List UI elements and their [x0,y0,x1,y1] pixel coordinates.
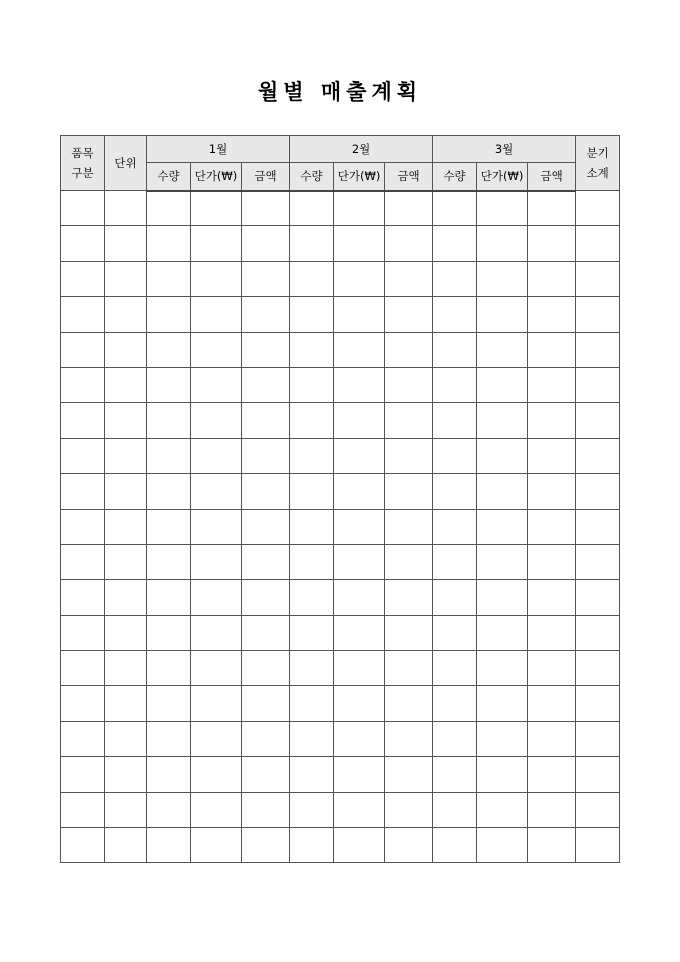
cell-m2-price[interactable] [334,686,385,721]
cell-m2-price[interactable] [334,297,385,332]
cell-m2-amount[interactable] [385,686,433,721]
cell-m2-qty[interactable] [290,438,334,473]
cell-m2-price[interactable] [334,261,385,296]
cell-m1-amount[interactable] [242,297,290,332]
cell-m1-price[interactable] [191,615,242,650]
cell-m1-amount[interactable] [242,721,290,756]
cell-m1-amount[interactable] [242,367,290,402]
cell-m3-price[interactable] [477,403,528,438]
month-1-header: 1월 [147,136,290,163]
cell-subtotal[interactable] [576,261,620,296]
sales-plan-table [60,135,620,863]
cell-item[interactable] [61,509,105,544]
cell-m3-price[interactable] [477,686,528,721]
cell-unit[interactable] [105,686,147,721]
cell-m3-amount[interactable] [528,403,576,438]
cell-m3-price[interactable] [477,828,528,863]
cell-m2-qty[interactable] [290,544,334,579]
cell-m2-qty[interactable] [290,261,334,296]
cell-m2-qty[interactable] [290,403,334,438]
table-row [61,474,620,509]
cell-m2-amount[interactable] [385,474,433,509]
table-row [61,297,620,332]
cell-m3-amount[interactable] [528,438,576,473]
cell-m2-amount[interactable] [385,580,433,615]
cell-m1-qty[interactable] [147,828,191,863]
cell-m3-price[interactable] [477,191,528,226]
cell-m1-amount[interactable] [242,792,290,827]
cell-unit[interactable] [105,367,147,402]
cell-m1-qty[interactable] [147,615,191,650]
cell-unit[interactable] [105,474,147,509]
cell-m2-amount[interactable] [385,792,433,827]
cell-m1-price[interactable] [191,544,242,579]
cell-m2-price[interactable] [334,757,385,792]
cell-subtotal[interactable] [576,367,620,402]
cell-m3-price[interactable] [477,615,528,650]
cell-m3-amount[interactable] [528,226,576,261]
cell-m2-qty[interactable] [290,615,334,650]
cell-m1-qty[interactable] [147,474,191,509]
cell-m1-amount[interactable] [242,403,290,438]
cell-unit[interactable] [105,191,147,226]
cell-m2-amount[interactable] [385,367,433,402]
cell-m2-qty[interactable] [290,191,334,226]
cell-m3-qty[interactable] [433,474,477,509]
cell-m1-qty[interactable] [147,580,191,615]
cell-m3-amount[interactable] [528,686,576,721]
cell-m3-qty[interactable] [433,580,477,615]
cell-m3-price[interactable] [477,261,528,296]
cell-m2-qty[interactable] [290,474,334,509]
month-2-header: 2월 [290,136,433,163]
cell-item[interactable] [61,297,105,332]
cell-m1-amount[interactable] [242,651,290,686]
subtotal-header-line2: 소계 [586,166,609,180]
cell-subtotal[interactable] [576,721,620,756]
cell-m3-price[interactable] [477,367,528,402]
header-row-months [61,136,620,163]
cell-unit[interactable] [105,261,147,296]
table-row [61,828,620,863]
cell-m1-amount[interactable] [242,226,290,261]
table-row [61,721,620,756]
quarter-subtotal-header [576,136,620,191]
cell-m2-amount[interactable] [385,191,433,226]
cell-unit[interactable] [105,438,147,473]
document-title: 월별 매출계획 [257,79,423,104]
cell-m1-qty[interactable] [147,261,191,296]
cell-unit[interactable] [105,721,147,756]
cell-m2-amount[interactable] [385,615,433,650]
cell-m3-amount[interactable] [528,332,576,367]
cell-unit[interactable] [105,757,147,792]
cell-m1-amount[interactable] [242,332,290,367]
cell-m3-qty[interactable] [433,792,477,827]
cell-m2-amount[interactable] [385,721,433,756]
cell-m3-price[interactable] [477,297,528,332]
cell-item[interactable] [61,544,105,579]
table-row [61,438,620,473]
cell-unit[interactable] [105,403,147,438]
cell-m3-price[interactable] [477,332,528,367]
cell-m1-qty[interactable] [147,403,191,438]
cell-m1-price[interactable] [191,297,242,332]
cell-m3-price[interactable] [477,544,528,579]
cell-m2-qty[interactable] [290,792,334,827]
cell-m2-qty[interactable] [290,828,334,863]
cell-m1-price[interactable] [191,226,242,261]
table-row [61,792,620,827]
cell-m3-qty[interactable] [433,367,477,402]
cell-m1-price[interactable] [191,828,242,863]
month-3-header: 3월 [433,136,576,163]
cell-m3-qty[interactable] [433,509,477,544]
cell-unit[interactable] [105,332,147,367]
cell-m1-qty[interactable] [147,792,191,827]
cell-m1-qty[interactable] [147,226,191,261]
cell-m2-price[interactable] [334,332,385,367]
cell-m1-amount[interactable] [242,261,290,296]
cell-unit[interactable] [105,297,147,332]
cell-subtotal[interactable] [576,651,620,686]
cell-m3-amount[interactable] [528,792,576,827]
cell-m3-amount[interactable] [528,615,576,650]
cell-m2-qty[interactable] [290,721,334,756]
cell-m3-amount[interactable] [528,651,576,686]
cell-m3-qty[interactable] [433,297,477,332]
cell-m3-amount[interactable] [528,721,576,756]
cell-m1-qty[interactable] [147,297,191,332]
cell-m3-price[interactable] [477,651,528,686]
cell-subtotal[interactable] [576,474,620,509]
cell-m2-price[interactable] [334,191,385,226]
cell-subtotal[interactable] [576,297,620,332]
m1-qty-header: 수량 [147,163,191,191]
cell-subtotal[interactable] [576,757,620,792]
cell-item[interactable] [61,615,105,650]
cell-m2-price[interactable] [334,615,385,650]
cell-m1-amount[interactable] [242,580,290,615]
cell-item[interactable] [61,686,105,721]
cell-m2-amount[interactable] [385,226,433,261]
cell-subtotal[interactable] [576,509,620,544]
cell-m3-amount[interactable] [528,544,576,579]
cell-m3-price[interactable] [477,438,528,473]
cell-m1-price[interactable] [191,367,242,402]
cell-m3-qty[interactable] [433,544,477,579]
cell-m3-amount[interactable] [528,474,576,509]
cell-m2-qty[interactable] [290,580,334,615]
cell-m2-qty[interactable] [290,686,334,721]
cell-item[interactable] [61,792,105,827]
table-row [61,757,620,792]
unit-header: 단위 [105,136,147,191]
item-header-line2: 구분 [71,166,94,180]
cell-m1-price[interactable] [191,757,242,792]
cell-m2-qty[interactable] [290,651,334,686]
cell-m2-price[interactable] [334,226,385,261]
cell-m3-price[interactable] [477,226,528,261]
cell-item[interactable] [61,474,105,509]
table-row [61,580,620,615]
cell-m2-price[interactable] [334,474,385,509]
cell-m2-price[interactable] [334,792,385,827]
cell-m2-amount[interactable] [385,403,433,438]
cell-unit[interactable] [105,651,147,686]
cell-subtotal[interactable] [576,332,620,367]
cell-m1-qty[interactable] [147,191,191,226]
cell-unit[interactable] [105,226,147,261]
cell-subtotal[interactable] [576,792,620,827]
cell-m1-qty[interactable] [147,438,191,473]
cell-m1-amount[interactable] [242,615,290,650]
cell-m2-price[interactable] [334,509,385,544]
cell-m1-amount[interactable] [242,438,290,473]
cell-m1-qty[interactable] [147,509,191,544]
cell-item[interactable] [61,438,105,473]
m2-price-header: 단가(₩) [334,163,385,191]
cell-m3-price[interactable] [477,474,528,509]
cell-m1-price[interactable] [191,403,242,438]
cell-m3-qty[interactable] [433,261,477,296]
cell-subtotal[interactable] [576,438,620,473]
cell-m3-price[interactable] [477,757,528,792]
cell-m3-qty[interactable] [433,828,477,863]
cell-m3-amount[interactable] [528,261,576,296]
cell-m2-qty[interactable] [290,367,334,402]
m2-qty-header: 수량 [290,163,334,191]
cell-m1-amount[interactable] [242,828,290,863]
cell-m1-qty[interactable] [147,367,191,402]
cell-m3-qty[interactable] [433,615,477,650]
cell-item[interactable] [61,828,105,863]
cell-m2-qty[interactable] [290,297,334,332]
m3-price-header: 단가(₩) [477,163,528,191]
cell-m1-price[interactable] [191,792,242,827]
m3-amount-header: 금액 [528,163,576,191]
cell-subtotal[interactable] [576,226,620,261]
cell-subtotal[interactable] [576,403,620,438]
cell-m3-qty[interactable] [433,226,477,261]
cell-item[interactable] [61,261,105,296]
cell-item[interactable] [61,191,105,226]
cell-m2-amount[interactable] [385,544,433,579]
cell-m3-qty[interactable] [433,721,477,756]
table-row [61,191,620,226]
cell-m2-qty[interactable] [290,332,334,367]
cell-m2-price[interactable] [334,828,385,863]
cell-m1-amount[interactable] [242,509,290,544]
cell-m3-qty[interactable] [433,651,477,686]
m3-qty-header: 수량 [433,163,477,191]
cell-m2-qty[interactable] [290,757,334,792]
cell-m1-amount[interactable] [242,544,290,579]
m2-amount-header: 금액 [385,163,433,191]
table-row [61,615,620,650]
cell-m3-amount[interactable] [528,828,576,863]
cell-subtotal[interactable] [576,544,620,579]
cell-m3-price[interactable] [477,721,528,756]
cell-item[interactable] [61,721,105,756]
cell-item[interactable] [61,332,105,367]
cell-m2-amount[interactable] [385,438,433,473]
cell-m3-qty[interactable] [433,686,477,721]
cell-m2-qty[interactable] [290,226,334,261]
cell-m1-amount[interactable] [242,191,290,226]
cell-m1-qty[interactable] [147,544,191,579]
cell-m1-price[interactable] [191,261,242,296]
cell-m1-amount[interactable] [242,686,290,721]
cell-m2-amount[interactable] [385,757,433,792]
cell-m2-price[interactable] [334,580,385,615]
cell-subtotal[interactable] [576,580,620,615]
cell-m1-price[interactable] [191,721,242,756]
cell-m1-qty[interactable] [147,651,191,686]
cell-m1-price[interactable] [191,191,242,226]
cell-m3-amount[interactable] [528,191,576,226]
table-row [61,544,620,579]
cell-m2-amount[interactable] [385,509,433,544]
cell-item[interactable] [61,757,105,792]
table-row [61,686,620,721]
cell-m3-amount[interactable] [528,367,576,402]
cell-m1-price[interactable] [191,509,242,544]
table-row [61,261,620,296]
cell-subtotal[interactable] [576,686,620,721]
cell-m2-amount[interactable] [385,332,433,367]
cell-item[interactable] [61,651,105,686]
cell-m1-amount[interactable] [242,474,290,509]
cell-m2-amount[interactable] [385,651,433,686]
cell-m3-qty[interactable] [433,438,477,473]
table-row [61,367,620,402]
cell-unit[interactable] [105,828,147,863]
cell-m2-amount[interactable] [385,261,433,296]
cell-m1-price[interactable] [191,332,242,367]
table-row [61,403,620,438]
cell-m1-price[interactable] [191,474,242,509]
cell-unit[interactable] [105,580,147,615]
cell-item[interactable] [61,367,105,402]
cell-m3-amount[interactable] [528,580,576,615]
cell-m3-amount[interactable] [528,509,576,544]
m1-price-header: 단가(₩) [191,163,242,191]
table-row [61,509,620,544]
cell-subtotal[interactable] [576,615,620,650]
cell-m3-amount[interactable] [528,757,576,792]
cell-m2-price[interactable] [334,438,385,473]
cell-m2-qty[interactable] [290,509,334,544]
cell-subtotal[interactable] [576,191,620,226]
cell-m3-price[interactable] [477,792,528,827]
cell-m1-qty[interactable] [147,757,191,792]
item-header-line1: 품목 [71,146,94,160]
table-row [61,226,620,261]
cell-m1-price[interactable] [191,438,242,473]
cell-unit[interactable] [105,544,147,579]
cell-m2-price[interactable] [334,367,385,402]
cell-m3-price[interactable] [477,580,528,615]
cell-m1-amount[interactable] [242,757,290,792]
cell-m2-price[interactable] [334,544,385,579]
cell-unit[interactable] [105,509,147,544]
cell-m3-qty[interactable] [433,403,477,438]
cell-m2-price[interactable] [334,403,385,438]
cell-m1-qty[interactable] [147,332,191,367]
item-category-header [61,136,105,191]
cell-m3-qty[interactable] [433,332,477,367]
cell-m3-price[interactable] [477,509,528,544]
cell-m2-price[interactable] [334,721,385,756]
subtotal-header-line1: 분기 [586,146,609,160]
cell-m1-price[interactable] [191,580,242,615]
cell-item[interactable] [61,226,105,261]
m1-amount-header: 금액 [242,163,290,191]
cell-m1-qty[interactable] [147,721,191,756]
cell-unit[interactable] [105,615,147,650]
cell-item[interactable] [61,580,105,615]
cell-m2-price[interactable] [334,651,385,686]
cell-m1-price[interactable] [191,651,242,686]
cell-subtotal[interactable] [576,828,620,863]
cell-m2-amount[interactable] [385,297,433,332]
cell-m1-price[interactable] [191,686,242,721]
cell-item[interactable] [61,403,105,438]
cell-unit[interactable] [105,792,147,827]
table-row [61,651,620,686]
cell-m3-qty[interactable] [433,757,477,792]
cell-m3-amount[interactable] [528,297,576,332]
cell-m1-qty[interactable] [147,686,191,721]
table-row [61,332,620,367]
cell-m2-amount[interactable] [385,828,433,863]
cell-m3-qty[interactable] [433,191,477,226]
